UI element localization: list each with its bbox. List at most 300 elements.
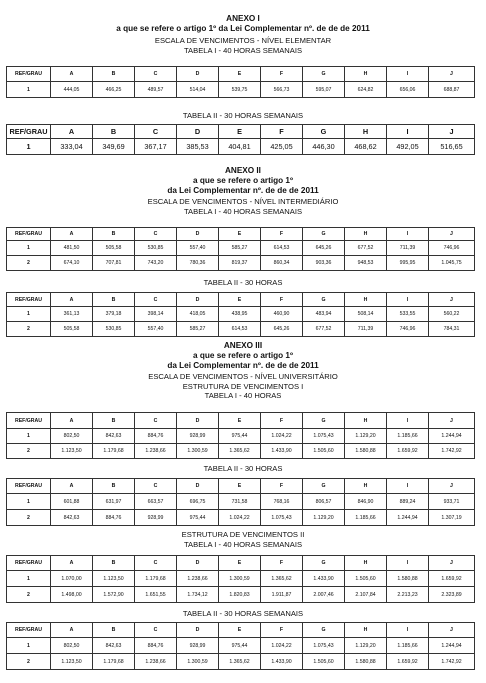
salary-cell: 516,65	[429, 139, 475, 155]
salary-cell: 505,58	[93, 241, 135, 256]
salary-cell: 780,36	[177, 256, 219, 271]
grade-header-d: D	[177, 228, 219, 241]
salary-cell: 1.580,88	[345, 654, 387, 670]
salary-cell: 933,71	[429, 494, 475, 510]
grade-header-b: B	[93, 125, 135, 139]
header-row	[7, 125, 475, 139]
salary-cell: 975,44	[177, 510, 219, 526]
grade-header-h: H	[345, 623, 387, 638]
header-row	[7, 67, 475, 82]
salary-cell: 1.238,66	[135, 654, 177, 670]
grade-header-f: F	[261, 293, 303, 307]
salary-cell: 1.179,68	[93, 444, 135, 459]
header-row	[7, 479, 475, 494]
salary-cell: 842,63	[93, 429, 135, 444]
salary-cell: 631,97	[93, 494, 135, 510]
salary-cell: 1.651,55	[135, 587, 177, 603]
ref-grau-header: REF/GRAU	[7, 293, 51, 307]
salary-cell: 508,14	[345, 307, 387, 322]
grade-header-g: G	[303, 413, 345, 429]
salary-cell: 1.123,50	[51, 654, 93, 670]
grade-header-j: J	[429, 228, 475, 241]
salary-cell: 614,53	[219, 322, 261, 337]
salary-cell: 884,76	[93, 510, 135, 526]
salary-cell: 1.238,66	[135, 444, 177, 459]
ref-grau-header: REF/GRAU	[7, 125, 51, 139]
salary-cell: 842,63	[93, 638, 135, 654]
salary-cell: 743,20	[135, 256, 177, 271]
salary-cell: 1.244,94	[429, 429, 475, 444]
salary-cell: 842,63	[51, 510, 93, 526]
salary-cell: 1.580,88	[387, 571, 429, 587]
header-row	[7, 413, 475, 429]
salary-cell: 379,18	[93, 307, 135, 322]
salary-cell: 1.123,50	[51, 444, 93, 459]
grade-header-j: J	[429, 479, 475, 494]
grade-header-j: J	[429, 293, 475, 307]
salary-cell: 566,73	[261, 82, 303, 98]
grade-header-i: I	[387, 293, 429, 307]
salary-cell: 1.075,43	[303, 429, 345, 444]
annex1-table2-header	[7, 125, 475, 139]
salary-cell: 1.365,62	[261, 571, 303, 587]
annex2-scale: ESCALA DE VENCIMENTOS - NÍVEL INTERMEDIÁRIO	[147, 197, 339, 206]
salary-cell: 530,85	[93, 322, 135, 337]
grade-header-d: D	[177, 293, 219, 307]
ref-grau-cell: 1	[7, 571, 51, 587]
salary-cell: 2.007,46	[303, 587, 345, 603]
salary-cell: 1.433,90	[261, 654, 303, 670]
salary-cell: 1.365,62	[219, 444, 261, 459]
annex3-s2-table1-title: TABELA I - 40 HORAS SEMANAIS	[183, 539, 303, 549]
grade-header-g: G	[303, 125, 345, 139]
salary-cell: 1.659,92	[387, 444, 429, 459]
annex1-table2	[6, 124, 475, 155]
annex2-table2	[6, 292, 475, 337]
salary-cell: 533,55	[387, 307, 429, 322]
salary-cell: 585,27	[177, 322, 219, 337]
grade-header-j: J	[429, 413, 475, 429]
salary-cell: 530,85	[135, 241, 177, 256]
grade-header-e: E	[219, 228, 261, 241]
annex1-table1	[6, 66, 475, 98]
salary-cell: 884,76	[135, 638, 177, 654]
grade-header-f: F	[261, 479, 303, 494]
grade-header-h: H	[345, 413, 387, 429]
grade-header-f: F	[261, 125, 303, 139]
ref-grau-header: REF/GRAU	[7, 556, 51, 571]
salary-cell: 1.911,87	[261, 587, 303, 603]
salary-cell: 1.580,88	[345, 444, 387, 459]
annex2-table1	[6, 227, 475, 271]
salary-cell: 1.659,92	[429, 571, 475, 587]
salary-cell: 2.107,84	[345, 587, 387, 603]
salary-cell: 711,39	[387, 241, 429, 256]
salary-cell: 466,25	[93, 82, 135, 98]
grade-header-b: B	[93, 479, 135, 494]
grade-header-e: E	[219, 293, 261, 307]
grade-header-d: D	[177, 413, 219, 429]
salary-cell: 731,58	[219, 494, 261, 510]
salary-cell: 784,31	[429, 322, 475, 337]
grade-header-b: B	[93, 623, 135, 638]
annex3-subtitle1: a que se refere o artigo 1º	[193, 351, 293, 360]
grade-header-c: C	[135, 228, 177, 241]
grade-header-j: J	[429, 67, 475, 82]
salary-cell: 333,04	[51, 139, 93, 155]
annex1-scale: ESCALA DE VENCIMENTOS - NÍVEL ELEMENTAR	[154, 36, 332, 45]
grade-header-g: G	[303, 623, 345, 638]
salary-cell: 601,88	[51, 494, 93, 510]
grade-header-c: C	[135, 293, 177, 307]
salary-cell: 398,14	[135, 307, 177, 322]
salary-cell: 1.300,59	[177, 654, 219, 670]
salary-cell: 2.213,23	[387, 587, 429, 603]
table-row	[7, 256, 475, 271]
annex1-table2-title: TABELA II - 30 HORAS SEMANAIS	[182, 111, 304, 120]
table-row	[7, 494, 475, 510]
salary-cell: 1.129,20	[303, 510, 345, 526]
table-row	[7, 82, 475, 98]
salary-cell: 928,99	[177, 638, 219, 654]
salary-cell: 1.024,22	[219, 510, 261, 526]
grade-header-j: J	[429, 556, 475, 571]
annex2-table1-header	[7, 228, 475, 241]
ref-grau-cell: 1	[7, 241, 51, 256]
table-row	[7, 654, 475, 670]
annex3-struct2: ESTRUTURA DE VENCIMENTOS II	[181, 530, 305, 539]
grade-header-b: B	[93, 556, 135, 571]
annex3-s2-table2-title: TABELA II - 30 HORAS SEMANAIS	[182, 609, 304, 618]
salary-cell: 975,44	[219, 429, 261, 444]
ref-grau-cell: 2	[7, 256, 51, 271]
salary-cell: 1.659,92	[387, 654, 429, 670]
annex2-table2-title: TABELA II - 30 HORAS	[203, 278, 283, 287]
grade-header-e: E	[219, 623, 261, 638]
salary-cell: 1.742,92	[429, 654, 475, 670]
salary-cell: 645,26	[261, 322, 303, 337]
grade-header-f: F	[261, 623, 303, 638]
table-row	[7, 587, 475, 603]
ref-grau-cell: 2	[7, 654, 51, 670]
salary-cell: 1.024,22	[261, 638, 303, 654]
salary-cell: 1.129,20	[345, 429, 387, 444]
salary-cell: 1.734,12	[177, 587, 219, 603]
salary-cell: 889,24	[387, 494, 429, 510]
annex2-title: ANEXO II	[225, 166, 261, 175]
grade-header-e: E	[219, 125, 261, 139]
annex3-title: ANEXO III	[223, 341, 263, 350]
grade-header-c: C	[135, 413, 177, 429]
ref-grau-cell: 2	[7, 444, 51, 459]
annex3-scale: ESCALA DE VENCIMENTOS - NÍVEL UNIVERSITÁRIO	[148, 372, 338, 381]
grade-header-a: A	[51, 479, 93, 494]
salary-cell: 884,76	[135, 429, 177, 444]
salary-cell: 489,57	[135, 82, 177, 98]
salary-cell: 1.433,90	[303, 571, 345, 587]
salary-cell: 557,40	[135, 322, 177, 337]
annex1-table1-title: TABELA I - 40 HORAS SEMANAIS	[183, 45, 303, 55]
annex2-table1-title: TABELA I - 40 HORAS SEMANAIS	[183, 206, 303, 216]
grade-header-a: A	[51, 67, 93, 82]
ref-grau-header: REF/GRAU	[7, 413, 51, 429]
grade-header-i: I	[387, 479, 429, 494]
salary-cell: 404,81	[219, 139, 261, 155]
salary-cell: 1.572,90	[93, 587, 135, 603]
ref-grau-cell: 1	[7, 139, 51, 155]
annex3-subtitle2: da Lei Complementar nº. de de de 2011	[167, 361, 319, 370]
grade-header-d: D	[177, 67, 219, 82]
salary-cell: 557,40	[177, 241, 219, 256]
salary-cell: 746,96	[387, 322, 429, 337]
salary-cell: 1.179,68	[135, 571, 177, 587]
annex3-s2-table1	[6, 555, 475, 603]
salary-cell: 468,62	[345, 139, 387, 155]
salary-cell: 656,06	[387, 82, 429, 98]
grade-header-c: C	[135, 623, 177, 638]
salary-cell: 975,44	[219, 638, 261, 654]
table-row	[7, 241, 475, 256]
annex3-heading	[0, 341, 486, 401]
salary-cell: 846,90	[345, 494, 387, 510]
grade-header-c: C	[135, 67, 177, 82]
salary-cell: 802,50	[51, 429, 93, 444]
ref-grau-cell: 1	[7, 82, 51, 98]
ref-grau-header: REF/GRAU	[7, 479, 51, 494]
grade-header-b: B	[93, 67, 135, 82]
grade-header-h: H	[345, 479, 387, 494]
salary-cell: 483,94	[303, 307, 345, 322]
salary-cell: 1.123,50	[93, 571, 135, 587]
salary-cell: 492,05	[387, 139, 429, 155]
annex1-subtitle: a que se refere o artigo 1º da Lei Complementar nº. de de de 2011	[116, 24, 370, 33]
salary-cell: 595,07	[303, 82, 345, 98]
salary-cell: 624,82	[345, 82, 387, 98]
salary-cell: 514,04	[177, 82, 219, 98]
grade-header-g: G	[303, 67, 345, 82]
annex3-s2-table1-header	[7, 556, 475, 571]
salary-cell: 385,53	[177, 139, 219, 155]
ref-grau-header: REF/GRAU	[7, 228, 51, 241]
grade-header-f: F	[261, 228, 303, 241]
grade-header-a: A	[51, 125, 93, 139]
salary-cell: 1.075,43	[261, 510, 303, 526]
salary-cell: 1.505,60	[303, 444, 345, 459]
grade-header-f: F	[261, 67, 303, 82]
grade-header-f: F	[261, 556, 303, 571]
salary-cell: 645,26	[303, 241, 345, 256]
salary-cell: 1.300,59	[219, 571, 261, 587]
salary-cell: 1.498,00	[51, 587, 93, 603]
grade-header-d: D	[177, 556, 219, 571]
salary-cell: 1.820,83	[219, 587, 261, 603]
salary-cell: 928,99	[135, 510, 177, 526]
annex2-subtitle1: a que se refere o artigo 1º	[193, 176, 293, 185]
table-row	[7, 444, 475, 459]
annex1-table1-header	[7, 67, 475, 82]
grade-header-e: E	[219, 556, 261, 571]
salary-cell: 1.307,19	[429, 510, 475, 526]
annex3-s2-table2-header	[7, 623, 475, 638]
grade-header-b: B	[93, 228, 135, 241]
salary-cell: 948,53	[345, 256, 387, 271]
salary-cell: 903,36	[303, 256, 345, 271]
grade-header-e: E	[219, 413, 261, 429]
table-row	[7, 322, 475, 337]
ref-grau-header: REF/GRAU	[7, 623, 51, 638]
grade-header-j: J	[429, 125, 475, 139]
grade-header-b: B	[93, 293, 135, 307]
salary-cell: 995,95	[387, 256, 429, 271]
grade-header-a: A	[51, 228, 93, 241]
grade-header-h: H	[345, 228, 387, 241]
salary-cell: 1.433,90	[261, 444, 303, 459]
grade-header-c: C	[135, 556, 177, 571]
annex3-s2-table2	[6, 622, 475, 670]
grade-header-a: A	[51, 293, 93, 307]
annex1-heading	[0, 14, 486, 55]
salary-cell: 1.742,92	[429, 444, 475, 459]
grade-header-g: G	[303, 228, 345, 241]
header-row	[7, 623, 475, 638]
salary-cell: 1.238,66	[177, 571, 219, 587]
salary-cell: 806,57	[303, 494, 345, 510]
salary-cell: 711,39	[345, 322, 387, 337]
ref-grau-cell: 1	[7, 429, 51, 444]
grade-header-h: H	[345, 293, 387, 307]
salary-cell: 1.185,66	[345, 510, 387, 526]
grade-header-a: A	[51, 623, 93, 638]
salary-cell: 361,13	[51, 307, 93, 322]
salary-cell: 746,96	[429, 241, 475, 256]
grade-header-i: I	[387, 125, 429, 139]
annex3-s1-table2-header	[7, 479, 475, 494]
salary-cell: 677,52	[345, 241, 387, 256]
salary-cell: 1.505,60	[345, 571, 387, 587]
grade-header-j: J	[429, 623, 475, 638]
ref-grau-header: REF/GRAU	[7, 67, 51, 82]
grade-header-f: F	[261, 413, 303, 429]
table-row	[7, 638, 475, 654]
salary-cell: 1.185,66	[387, 638, 429, 654]
header-row	[7, 556, 475, 571]
salary-cell: 928,99	[177, 429, 219, 444]
annex3-struct2-heading	[0, 530, 486, 549]
grade-header-i: I	[387, 413, 429, 429]
grade-header-h: H	[345, 67, 387, 82]
grade-header-i: I	[387, 556, 429, 571]
annex3-s1-table1-title: TABELA I - 40 HORAS	[204, 391, 282, 400]
annex3-s1-table2	[6, 478, 475, 526]
salary-cell: 819,37	[219, 256, 261, 271]
grade-header-d: D	[177, 125, 219, 139]
salary-cell: 539,75	[219, 82, 261, 98]
grade-header-i: I	[387, 228, 429, 241]
ref-grau-cell: 2	[7, 587, 51, 603]
salary-cell: 768,16	[261, 494, 303, 510]
salary-cell: 444,05	[51, 82, 93, 98]
salary-cell: 585,27	[219, 241, 261, 256]
grade-header-b: B	[93, 413, 135, 429]
salary-cell: 2.323,89	[429, 587, 475, 603]
ref-grau-cell: 1	[7, 307, 51, 322]
salary-cell: 677,52	[303, 322, 345, 337]
grade-header-h: H	[345, 125, 387, 139]
salary-cell: 1.300,59	[177, 444, 219, 459]
grade-header-g: G	[303, 556, 345, 571]
salary-cell: 367,17	[135, 139, 177, 155]
salary-cell: 1.505,60	[303, 654, 345, 670]
grade-header-c: C	[135, 125, 177, 139]
salary-cell: 1.075,43	[303, 638, 345, 654]
ref-grau-cell: 1	[7, 638, 51, 654]
ref-grau-cell: 2	[7, 510, 51, 526]
salary-cell: 460,90	[261, 307, 303, 322]
ref-grau-cell: 2	[7, 322, 51, 337]
salary-cell: 1.244,94	[387, 510, 429, 526]
salary-cell: 1.024,22	[261, 429, 303, 444]
salary-cell: 1.070,00	[51, 571, 93, 587]
salary-cell: 802,50	[51, 638, 93, 654]
salary-cell: 696,75	[177, 494, 219, 510]
grade-header-d: D	[177, 479, 219, 494]
salary-cell: 425,05	[261, 139, 303, 155]
annex2-table2-header	[7, 293, 475, 307]
annex2-heading	[0, 166, 486, 216]
table-row	[7, 139, 475, 155]
salary-cell: 446,30	[303, 139, 345, 155]
grade-header-i: I	[387, 67, 429, 82]
salary-cell: 1.129,20	[345, 638, 387, 654]
ref-grau-cell: 1	[7, 494, 51, 510]
grade-header-e: E	[219, 479, 261, 494]
salary-cell: 614,53	[261, 241, 303, 256]
annex1-title: ANEXO I	[226, 14, 260, 23]
salary-cell: 1.185,66	[387, 429, 429, 444]
salary-cell: 860,34	[261, 256, 303, 271]
salary-cell: 438,95	[219, 307, 261, 322]
table-row	[7, 571, 475, 587]
grade-header-e: E	[219, 67, 261, 82]
salary-cell: 707,81	[93, 256, 135, 271]
grade-header-h: H	[345, 556, 387, 571]
salary-cell: 1.179,68	[93, 654, 135, 670]
table-row	[7, 510, 475, 526]
grade-header-a: A	[51, 556, 93, 571]
grade-header-a: A	[51, 413, 93, 429]
annex3-s1-table1	[6, 412, 475, 459]
salary-cell: 674,10	[51, 256, 93, 271]
header-row	[7, 293, 475, 307]
salary-cell: 688,87	[429, 82, 475, 98]
grade-header-c: C	[135, 479, 177, 494]
header-row	[7, 228, 475, 241]
annex3-s1-table2-title: TABELA II - 30 HORAS	[203, 464, 283, 473]
annex3-s1-table1-header	[7, 413, 475, 429]
grade-header-g: G	[303, 479, 345, 494]
salary-cell: 481,50	[51, 241, 93, 256]
table-row	[7, 307, 475, 322]
grade-header-g: G	[303, 293, 345, 307]
salary-cell: 1.244,94	[429, 638, 475, 654]
salary-cell: 505,58	[51, 322, 93, 337]
salary-cell: 560,22	[429, 307, 475, 322]
salary-cell: 663,57	[135, 494, 177, 510]
grade-header-i: I	[387, 623, 429, 638]
grade-header-d: D	[177, 623, 219, 638]
salary-cell: 1.045,75	[429, 256, 475, 271]
salary-cell: 418,05	[177, 307, 219, 322]
